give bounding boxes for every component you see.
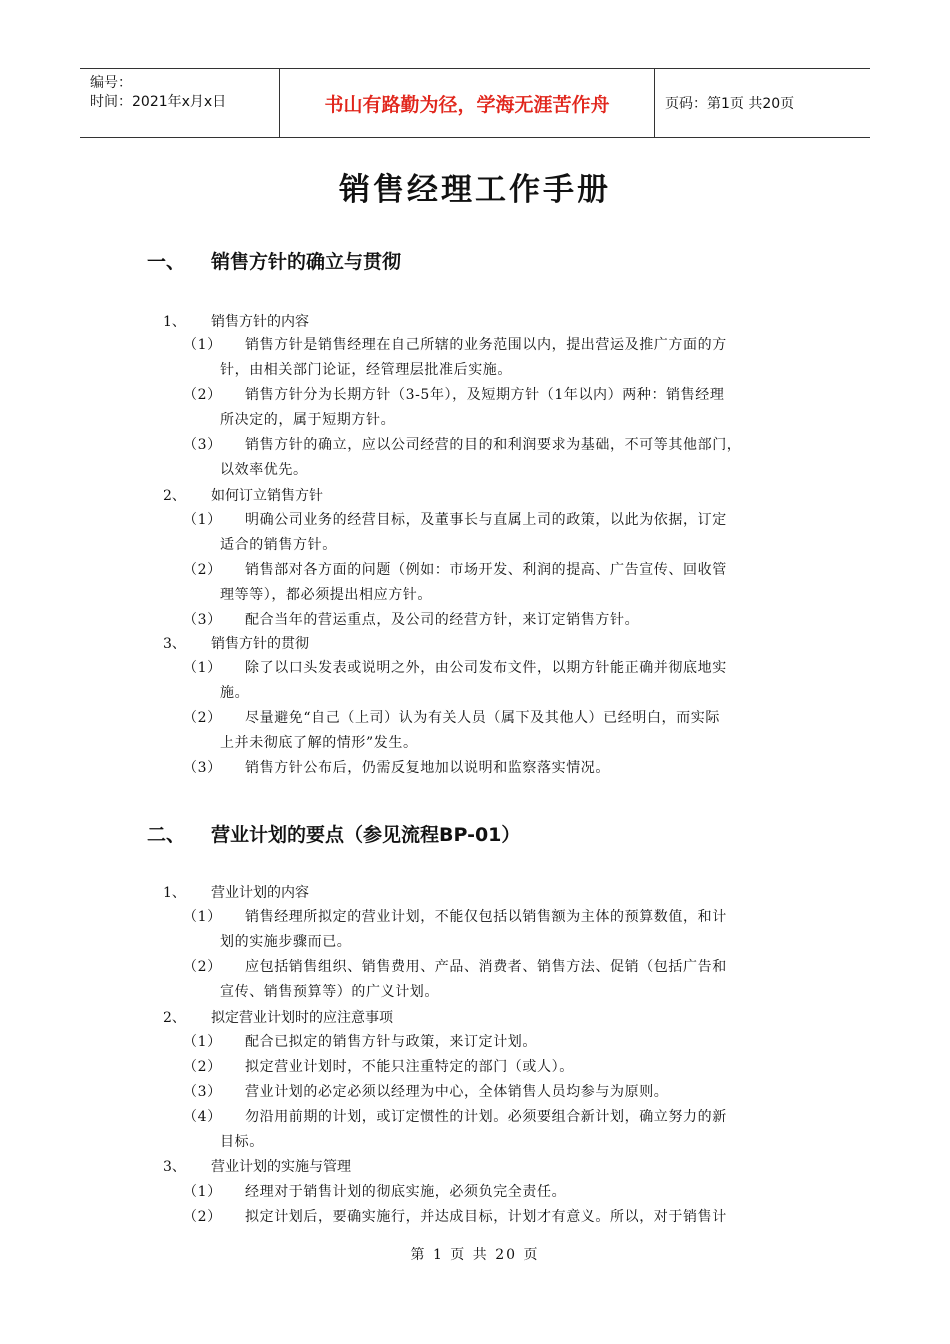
item-number: 3、 <box>163 636 186 652</box>
sub-number: （2） <box>183 387 222 403</box>
sub-text: 配合当年的营运重点，及公司的经营方针，来订定销售方针。 <box>245 612 640 628</box>
sub-number: （2） <box>183 710 222 726</box>
list-item <box>163 312 309 332</box>
sub-text-cont: 理等等），都必须提出相应方针。 <box>220 587 432 603</box>
sub-text: 销售方针是销售经理在自己所辖的业务范围以内，提出营运及推广方面的方 <box>245 337 727 353</box>
list-item <box>163 883 309 903</box>
item-label: 营业计划的实施与管理 <box>211 1159 351 1175</box>
list-item <box>163 1157 351 1177</box>
sub-text: 配合已拟定的销售方针与政策，来订定计划。 <box>245 1034 537 1050</box>
sub-text: 销售部对各方面的问题（例如：市场开发、利润的提高、广告宣传、回收管 <box>245 562 727 578</box>
sub-item <box>183 1080 808 1105</box>
sub-number: （2） <box>183 959 222 975</box>
page-footer: 第 1 页 共 20 页 <box>410 1247 540 1263</box>
item-label: 销售方针的贯彻 <box>211 636 309 652</box>
sub-item <box>183 1180 808 1205</box>
section-number: 二、 <box>147 824 186 846</box>
sub-number: （1） <box>183 660 222 676</box>
number-label: 编号： <box>90 75 132 91</box>
sub-item <box>183 656 808 706</box>
sub-text-cont: 所决定的，属于短期方针。 <box>220 412 396 428</box>
header-motto-cell <box>280 69 655 137</box>
sub-number: （1） <box>183 1034 222 1050</box>
document-title: 销售经理工作手册 <box>339 172 611 208</box>
sub-number: （3） <box>183 760 222 776</box>
sub-item <box>183 1055 808 1080</box>
sub-text: 应包括销售组织、销售费用、产品、消费者、销售方法、促销（包括广告和 <box>245 959 727 975</box>
sub-number: （2） <box>183 1209 222 1225</box>
sub-text: 销售方针的确立，应以公司经营的目的和利润要求为基础，不可等其他部门， <box>245 437 742 453</box>
sub-item <box>183 756 808 781</box>
item-number: 3、 <box>163 1159 186 1175</box>
sub-number: （3） <box>183 1084 222 1100</box>
sub-text: 营业计划的必定必须以经理为中心，全体销售人员均参与为原则。 <box>245 1084 669 1100</box>
sub-text-cont: 针，由相关部门论证，经管理层批准后实施。 <box>220 362 512 378</box>
sub-number: （2） <box>183 1059 222 1075</box>
section-heading <box>147 820 520 847</box>
section-title: 营业计划的要点（参见流程BP-01） <box>211 824 521 846</box>
sub-number: （2） <box>183 562 222 578</box>
time-label: 时间：2021年x月x日 <box>90 94 227 110</box>
sub-text: 勿沿用前期的计划，或订定惯性的计划。必须要组合新计划，确立努力的新 <box>245 1109 727 1125</box>
sub-text-cont: 适合的销售方针。 <box>220 537 337 553</box>
section-title: 销售方针的确立与贯彻 <box>211 251 402 273</box>
sub-item <box>183 383 808 433</box>
section-heading <box>147 247 401 274</box>
sub-item <box>183 1030 808 1055</box>
sub-item <box>183 905 808 955</box>
sub-number: （1） <box>183 337 222 353</box>
list-item <box>163 634 309 654</box>
sub-text-cont: 划的实施步骤而已。 <box>220 934 352 950</box>
sub-item <box>183 955 808 1005</box>
sub-item <box>183 706 808 756</box>
sub-text-cont: 目标。 <box>220 1134 264 1150</box>
sub-text: 销售经理所拟定的营业计划，不能仅包括以销售额为主体的预算数值，和计 <box>245 909 727 925</box>
item-number: 2、 <box>163 1010 186 1026</box>
sub-item <box>183 508 808 558</box>
item-label: 拟定营业计划时的应注意事项 <box>211 1010 393 1026</box>
item-label: 营业计划的内容 <box>211 885 309 901</box>
list-item <box>163 486 323 506</box>
sub-number: （1） <box>183 909 222 925</box>
sub-number: （4） <box>183 1109 222 1125</box>
item-label: 销售方针的内容 <box>211 314 309 330</box>
sub-item <box>183 558 808 608</box>
section-number: 一、 <box>147 251 186 273</box>
sub-number: （3） <box>183 612 222 628</box>
sub-item <box>183 333 808 383</box>
header-info-cell <box>80 69 280 137</box>
page-code: 页码：第1页 共20页 <box>665 96 795 112</box>
sub-number: （3） <box>183 437 222 453</box>
item-number: 2、 <box>163 488 186 504</box>
sub-text: 销售方针分为长期方针（3-5年），及短期方针（1年以内）两种：销售经理 <box>245 387 725 403</box>
sub-number: （1） <box>183 512 222 528</box>
sub-text: 经理对于销售计划的彻底实施，必须负完全责任。 <box>245 1184 567 1200</box>
sub-item <box>183 433 808 483</box>
sub-text-cont: 宣传、销售预算等）的广义计划。 <box>220 984 439 1000</box>
item-label: 如何订立销售方针 <box>211 488 323 504</box>
sub-text: 拟定计划后，要确实施行，并达成目标，计划才有意义。所以，对于销售计 <box>245 1209 727 1225</box>
sub-text: 除了以口头发表或说明之外，由公司发布文件，以期方针能正确并彻底地实 <box>245 660 727 676</box>
sub-text: 明确公司业务的经营目标，及董事长与直属上司的政策，以此为依据，订定 <box>245 512 727 528</box>
sub-item <box>183 1205 808 1230</box>
list-item <box>163 1008 393 1028</box>
page-header <box>80 68 870 138</box>
item-number: 1、 <box>163 314 186 330</box>
header-page-cell <box>655 69 870 137</box>
sub-item <box>183 1105 808 1155</box>
sub-text: 尽量避免“自己（上司）认为有关人员（属下及其他人）已经明白，而实际 <box>245 710 720 726</box>
sub-text-cont: 上并未彻底了解的情形”发生。 <box>220 735 418 751</box>
sub-text: 销售方针公布后，仍需反复地加以说明和监察落实情况。 <box>245 760 610 776</box>
sub-item <box>183 608 808 633</box>
sub-text: 拟定营业计划时，不能只注重特定的部门（或人）。 <box>245 1059 574 1075</box>
sub-text-cont: 以效率优先。 <box>220 462 308 478</box>
motto-text: 书山有路勤为径，学海无涯苦作舟 <box>324 93 610 116</box>
sub-number: （1） <box>183 1184 222 1200</box>
sub-text-cont: 施。 <box>220 685 250 701</box>
item-number: 1、 <box>163 885 186 901</box>
